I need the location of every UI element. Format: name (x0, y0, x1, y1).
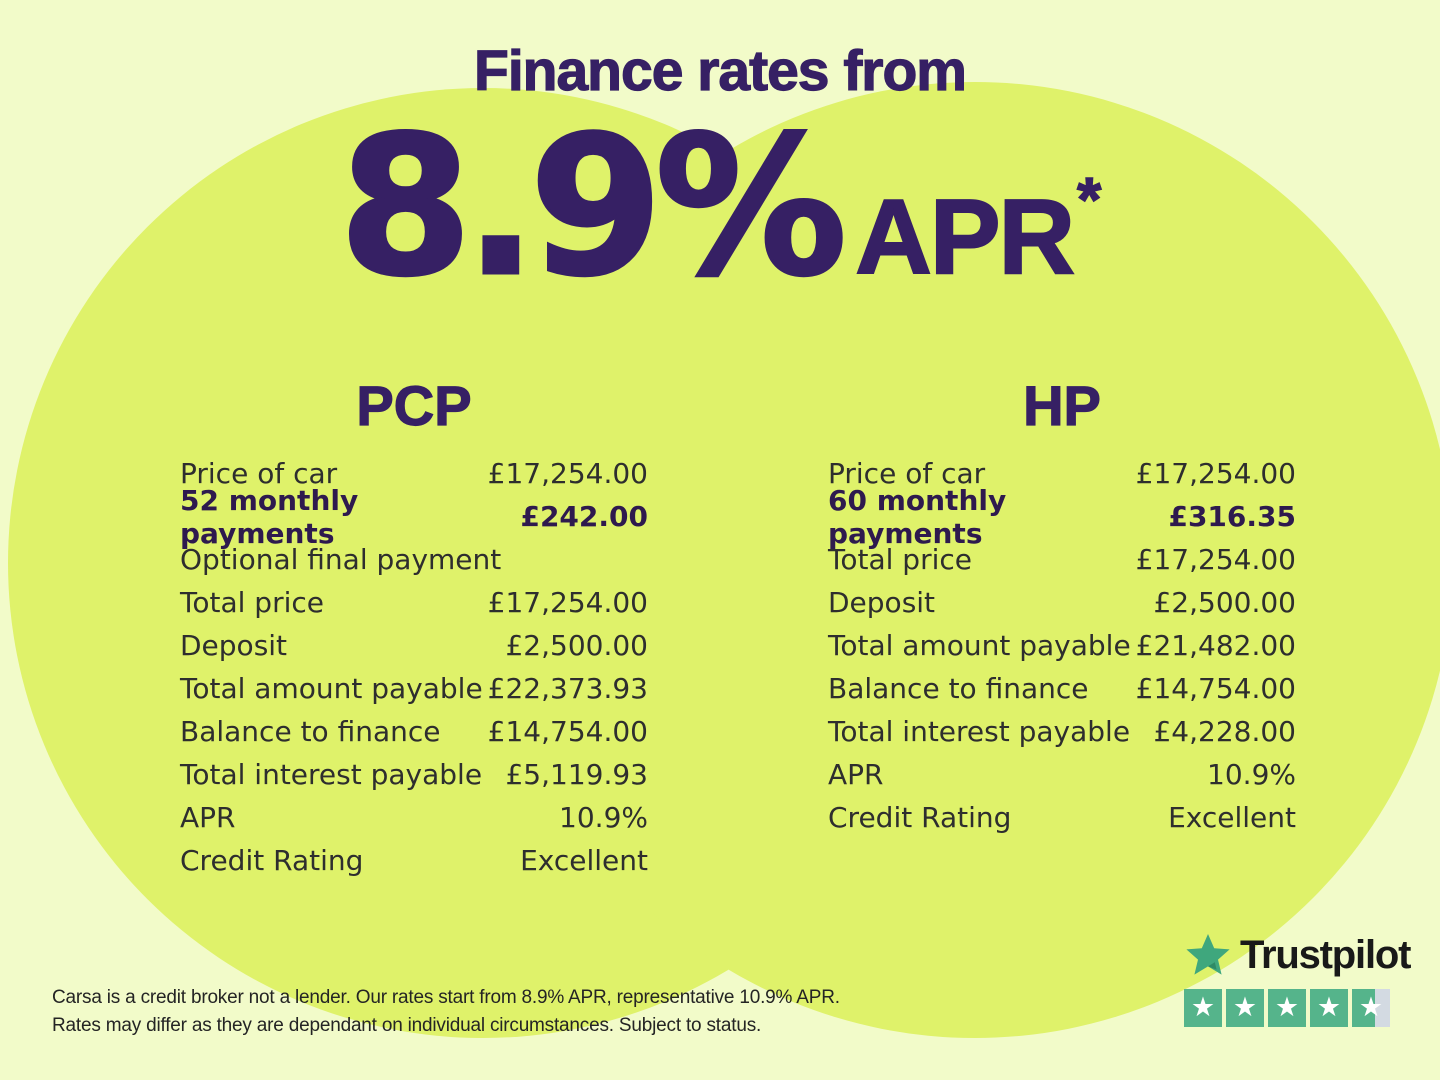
row-label: Optional final payment (180, 543, 502, 576)
trustpilot-star-box (1352, 989, 1390, 1027)
finance-row (828, 483, 1296, 550)
row-label: APR (828, 758, 884, 791)
trustpilot-wordmark: Trustpilot (1240, 932, 1411, 977)
trustpilot-badge (1184, 931, 1411, 1027)
rate-apr-label: APR (855, 178, 1074, 296)
row-label: Total interest payable (180, 758, 483, 791)
finance-row (828, 753, 1296, 796)
row-value: £17,254.00 (487, 457, 648, 490)
trustpilot-star-box (1226, 989, 1264, 1027)
row-label: Balance to finance (180, 715, 441, 748)
pcp-table (180, 374, 648, 882)
rate-asterisk: * (1077, 166, 1102, 235)
trustpilot-stars (1184, 989, 1394, 1027)
row-value: £17,254.00 (1135, 457, 1296, 490)
hp-rows (828, 452, 1296, 839)
star-icon: ★ (1190, 991, 1216, 1023)
headline-kicker: Finance rates from (474, 39, 966, 103)
row-value: £242.00 (520, 500, 648, 533)
finance-row (180, 581, 648, 624)
finance-row (180, 667, 648, 710)
row-label: Total amount payable (180, 672, 483, 705)
row-value: £2,500.00 (505, 629, 648, 662)
row-label: Credit Rating (180, 844, 364, 877)
row-value: 10.9% (559, 801, 648, 834)
row-label: Price of car (828, 457, 986, 490)
row-value: Excellent (520, 844, 648, 877)
row-label: 60 monthly payments (828, 483, 1007, 550)
disclaimer (52, 984, 872, 1039)
finance-row (180, 624, 648, 667)
trustpilot-logo (1184, 931, 1411, 979)
row-label: Balance to finance (828, 672, 1089, 705)
finance-row (828, 796, 1296, 839)
star-icon: ★ (1274, 991, 1300, 1023)
finance-row (180, 753, 648, 796)
row-value: £21,482.00 (1135, 629, 1296, 662)
row-label: Total interest payable (828, 715, 1131, 748)
row-label: APR (180, 801, 236, 834)
row-value: £5,119.93 (505, 758, 648, 791)
trustpilot-star-icon (1184, 931, 1232, 979)
finance-row (828, 624, 1296, 667)
finance-row (828, 667, 1296, 710)
row-value: £17,254.00 (1135, 543, 1296, 576)
star-icon: ★ (1316, 991, 1342, 1023)
star-icon: ★ (1232, 991, 1258, 1023)
row-label: Deposit (180, 629, 288, 662)
row-value: £14,754.00 (487, 715, 648, 748)
disclaimer-line-1: Carsa is a credit broker not a lender. Our rates start from 8.9% APR, representative 10.9% APR. (52, 987, 840, 1008)
row-value: £17,254.00 (487, 586, 648, 619)
row-value: £4,228.00 (1153, 715, 1296, 748)
row-label: Total price (828, 543, 972, 576)
row-value: £14,754.00 (1135, 672, 1296, 705)
trustpilot-star-box (1184, 989, 1222, 1027)
finance-row (828, 581, 1296, 624)
trustpilot-star-box (1310, 989, 1348, 1027)
hp-title: HP (1023, 374, 1101, 437)
rate-value: 8.9% (338, 96, 840, 319)
row-label: Deposit (828, 586, 936, 619)
star-icon: ★ (1358, 991, 1384, 1023)
finance-row (180, 483, 648, 550)
pcp-title: PCP (356, 374, 472, 437)
finance-row (180, 538, 648, 581)
row-value: £22,373.93 (487, 672, 648, 705)
disclaimer-line-2: Rates may differ as they are dependant on individual circumstances. Subject to status. (52, 1014, 762, 1036)
headline-rate (0, 96, 1440, 319)
finance-row (180, 839, 648, 882)
row-value: 10.9% (1207, 758, 1296, 791)
row-value: Excellent (1168, 801, 1296, 834)
row-value: £316.35 (1168, 500, 1296, 533)
row-label: Credit Rating (828, 801, 1012, 834)
row-label: Price of car (180, 457, 338, 490)
row-label: Total amount payable (828, 629, 1131, 662)
row-value: £2,500.00 (1153, 586, 1296, 619)
finance-row (180, 710, 648, 753)
row-label: 52 monthly payments (180, 483, 359, 550)
finance-row (180, 796, 648, 839)
trustpilot-star-box (1268, 989, 1306, 1027)
hp-table (828, 374, 1296, 839)
finance-row (828, 710, 1296, 753)
pcp-rows (180, 452, 648, 882)
row-label: Total price (180, 586, 324, 619)
